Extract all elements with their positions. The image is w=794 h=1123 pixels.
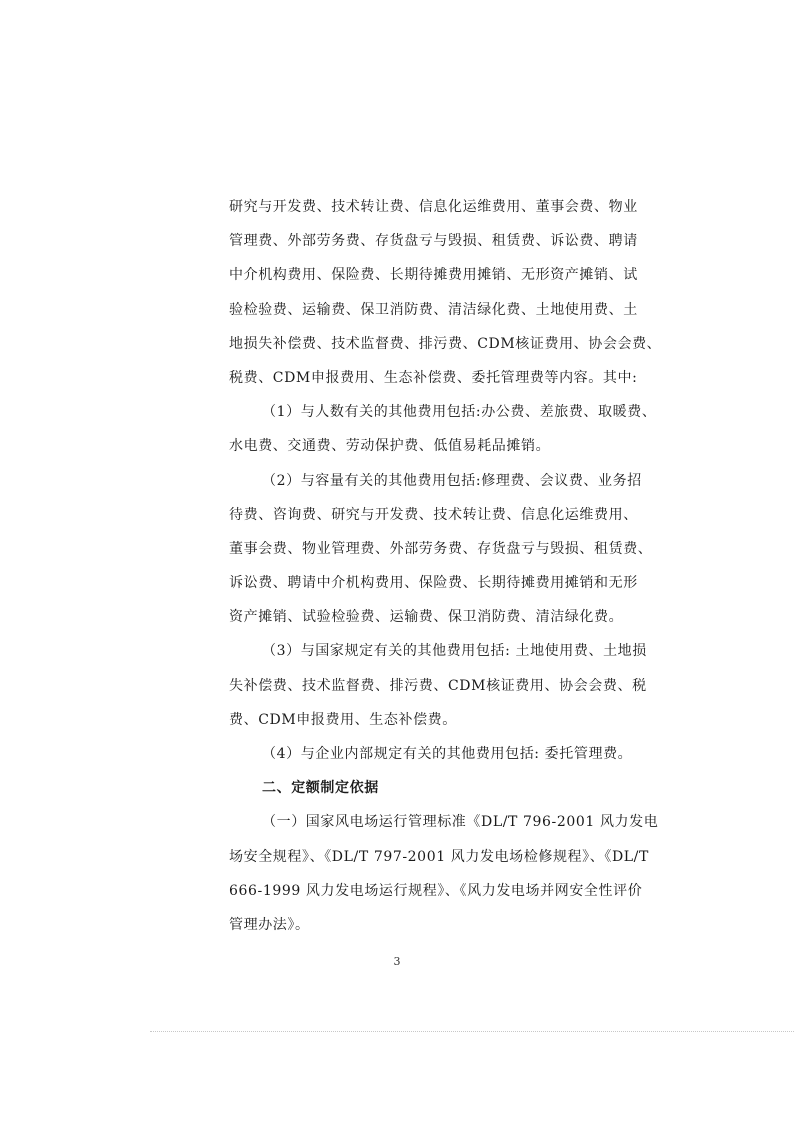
- text-line: 管理费、外部劳务费、存货盘亏与毁损、租赁费、诉讼费、聘请: [229, 233, 638, 250]
- text-line: 待费、咨询费、研究与开发费、技术转让费、信息化运维费用、: [229, 506, 638, 523]
- paragraph-item-4: （4）与企业内部规定有关的其他费用包括: 委托管理费。: [262, 746, 633, 762]
- page-number: 3: [393, 955, 401, 968]
- paragraph-item-3: （3）与国家规定有关的其他费用包括: 土地使用费、土地损: [262, 643, 647, 660]
- text-line: 费、CDM申报费用、生态补偿费。: [229, 711, 457, 728]
- text-line: 水电费、交通费、劳动保护费、低值易耗品摊销。: [229, 438, 551, 455]
- paragraph-basis-1: （一）国家风电场运行管理标准《DL/T 796-2001 风力发电: [262, 814, 659, 831]
- text-line: 董事会费、物业管理费、外部劳务费、存货盘亏与毁损、租赁费、: [229, 540, 653, 557]
- text-line: 管理办法》。: [229, 916, 310, 933]
- text-line: 资产摊销、试验检验费、运输费、保卫消防费、清洁绿化费。: [229, 609, 624, 626]
- body-text: [229, 190, 689, 942]
- text-line: 税费、CDM申报费用、生态补偿费、委托管理费等内容。其中:: [229, 369, 638, 386]
- text-line: 验检验费、运输费、保卫消防费、清洁绿化费、土地使用费、土: [229, 301, 638, 318]
- text-line: 地损失补偿费、技术监督费、排污费、CDM核证费用、协会会费、: [229, 335, 662, 352]
- text-line: 失补偿费、技术监督费、排污费、CDM核证费用、协会会费、税: [229, 677, 647, 694]
- text-line: 诉讼费、聘请中介机构费用、保险费、长期待摊费用摊销和无形: [229, 575, 638, 592]
- text-line: 666-1999 风力发电场运行规程》、《风力发电场并网安全性评价: [229, 882, 643, 899]
- paragraph-item-2: （2）与容量有关的其他费用包括:修理费、会议费、业务招: [262, 472, 642, 489]
- text-line: 场安全规程》、《DL/T 797-2001 风力发电场检修规程》、《DL/T: [229, 848, 649, 865]
- scan-divider: [150, 1031, 794, 1032]
- text-line: 研究与开发费、技术转让费、信息化运维费用、董事会费、物业: [229, 199, 638, 215]
- section-heading: 二、定额制定依据: [262, 780, 379, 797]
- text-line: 中介机构费用、保险费、长期待摊费用摊销、无形资产摊销、试: [229, 267, 638, 284]
- paragraph-item-1: （1）与人数有关的其他费用包括:办公费、差旅费、取暖费、: [262, 404, 657, 421]
